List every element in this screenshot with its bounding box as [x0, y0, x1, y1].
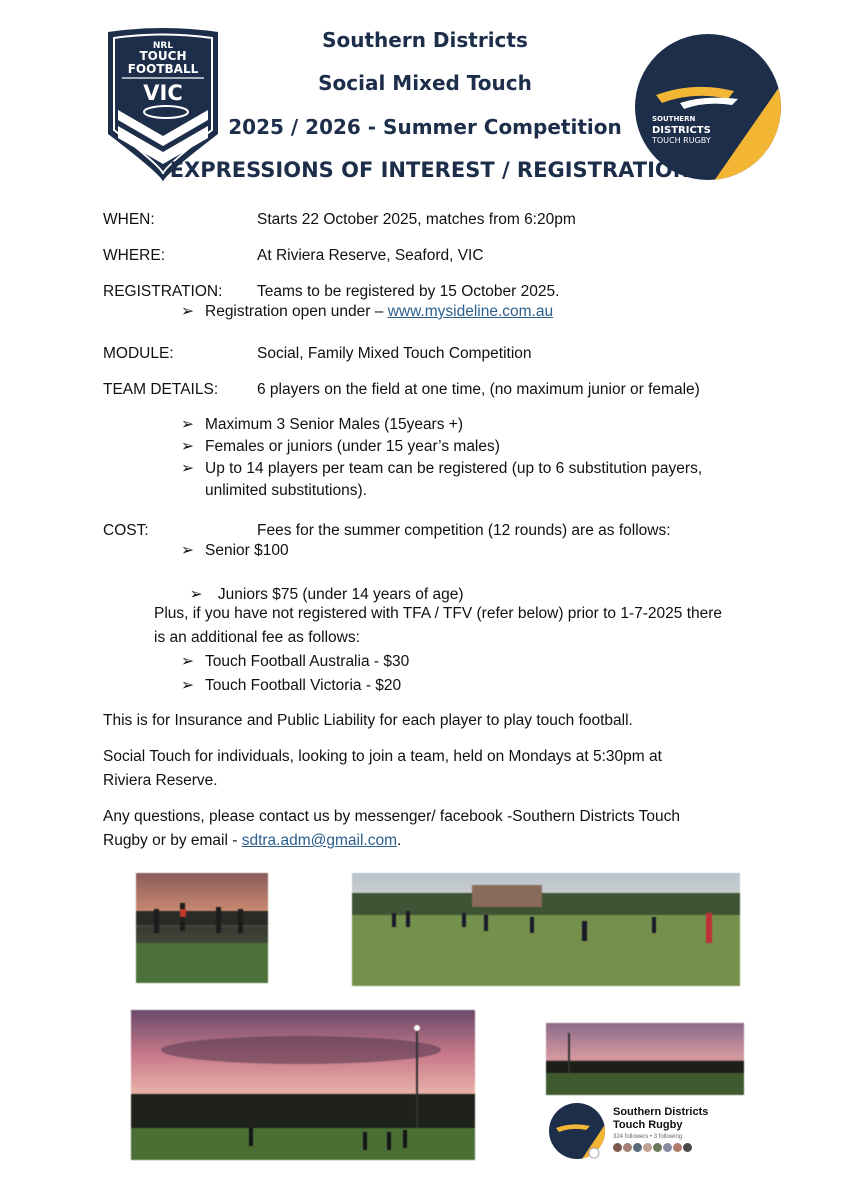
facebook-page-name-line2: Touch Rugby	[613, 1119, 683, 1131]
period: .	[396, 832, 402, 849]
where-value: At Riviera Reserve, Seaford, VIC	[257, 247, 484, 264]
avatar	[683, 1143, 692, 1152]
email-link[interactable]: sdtra.adm@gmail.com	[241, 832, 397, 849]
team-bullet-2-text: Females or juniors (under 15 year’s males)	[205, 438, 500, 455]
registration-bullet	[181, 301, 553, 323]
follower-avatars	[613, 1143, 692, 1152]
when-label: WHEN:	[103, 211, 155, 228]
cost-label: COST:	[103, 522, 149, 539]
title-line-2: Social Mixed Touch	[318, 71, 532, 95]
when-value: Starts 22 October 2025, matches from 6:20pm	[257, 211, 576, 228]
questions-line-1: Any questions, please contact us by messenger/ facebook -Southern Districts Touch	[103, 808, 680, 825]
logo-right-line2: DISTRICTS	[652, 125, 711, 136]
team-bullet-1-text: Maximum 3 Senior Males (15years +)	[205, 416, 463, 433]
logo-right-line1: SOUTHERN	[652, 115, 696, 123]
fee-bullet-tfa	[181, 651, 409, 673]
cost-bullet-juniors-text: Juniors $75 (under 14 years of age)	[213, 586, 464, 603]
module-label: MODULE:	[103, 345, 174, 362]
photo-evening-field	[546, 1023, 744, 1095]
team-details-value: 6 players on the field at one time, (no maximum junior or female)	[257, 381, 700, 398]
team-bullet-3-continued	[181, 480, 367, 502]
team-bullet-1	[181, 414, 463, 436]
photo-match-field	[352, 873, 740, 986]
arrow-bullet-icon: ➢	[181, 677, 194, 694]
title-line-3: 2025 / 2026 - Summer Competition	[228, 115, 622, 139]
registration-value: Teams to be registered by 15 October 2025.	[257, 283, 560, 300]
avatar	[643, 1143, 652, 1152]
arrow-bullet-icon: ➢	[181, 303, 194, 320]
questions-line-2	[103, 830, 401, 852]
title-line-4: EXPRESSIONS OF INTEREST / REGISTRATION	[169, 158, 691, 182]
questions-line-2-text: Rugby or by email -	[103, 832, 242, 849]
team-bullet-3-continued-text: unlimited substitutions).	[205, 482, 367, 499]
avatar	[623, 1143, 632, 1152]
fee-bullet-tfv-text: Touch Football Victoria - $20	[205, 677, 402, 694]
facebook-followers: 324 followers • 3 following	[613, 1134, 683, 1140]
fee-bullet-tfa-text: Touch Football Australia - $30	[205, 653, 410, 670]
cost-bullet-senior	[181, 540, 289, 562]
cost-bullet-senior-text: Senior $100	[205, 542, 289, 559]
logo-left-line4: VIC	[143, 81, 183, 105]
logo-left-line3: FOOTBALL	[127, 62, 199, 76]
avatar	[673, 1143, 682, 1152]
avatar	[613, 1143, 622, 1152]
registration-label: REGISTRATION:	[103, 283, 223, 300]
arrow-bullet-icon: ➢	[189, 586, 203, 603]
where-label: WHERE:	[103, 247, 165, 264]
avatar	[663, 1143, 672, 1152]
avatar	[633, 1143, 642, 1152]
plus-line-1: Plus, if you have not registered with TFA / TFV (refer below) prior to 1-7-2025 there	[154, 605, 723, 622]
logo-left-line1: NRL	[152, 41, 174, 51]
fee-bullet-tfv	[181, 675, 401, 697]
facebook-page-card[interactable]	[546, 1098, 744, 1160]
social-line-2: Riviera Reserve.	[103, 772, 218, 789]
team-bullet-3	[181, 458, 702, 480]
arrow-bullet-icon: ➢	[181, 460, 194, 477]
module-value: Social, Family Mixed Touch Competition	[257, 345, 532, 362]
insurance-text: This is for Insurance and Public Liability for each player to play touch football.	[103, 712, 633, 729]
arrow-bullet-icon: ➢	[181, 542, 194, 559]
social-line-1: Social Touch for individuals, looking to join a team, held on Mondays at 5:30pm at	[103, 748, 662, 765]
team-bullet-3-text: Up to 14 players per team can be registered (up to 6 substitution payers,	[205, 460, 703, 477]
arrow-bullet-icon: ➢	[181, 438, 194, 455]
team-details-label: TEAM DETAILS:	[103, 381, 219, 398]
facebook-page-name-line1: Southern Districts	[613, 1106, 709, 1118]
arrow-bullet-icon: ➢	[181, 653, 194, 670]
facebook-profile-logo-icon	[546, 1100, 608, 1162]
photo-training-dusk	[136, 873, 268, 983]
plus-line-2: is an additional fee as follows:	[154, 629, 360, 646]
logo-right-line3: TOUCH RUGBY	[652, 136, 711, 145]
cost-value: Fees for the summer competition (12 rounds) are as follows:	[257, 522, 671, 539]
photo-sunset-field	[131, 1010, 475, 1160]
avatar	[653, 1143, 662, 1152]
cost-bullet-juniors	[181, 562, 464, 606]
registration-bullet-text: Registration open under –	[205, 303, 388, 320]
mysideline-link[interactable]: www.mysideline.com.au	[387, 303, 554, 320]
arrow-bullet-icon: ➢	[181, 416, 194, 433]
title-line-1: Southern Districts	[322, 28, 528, 52]
team-bullet-2	[181, 436, 500, 458]
logo-left-line2: TOUCH	[139, 49, 187, 63]
